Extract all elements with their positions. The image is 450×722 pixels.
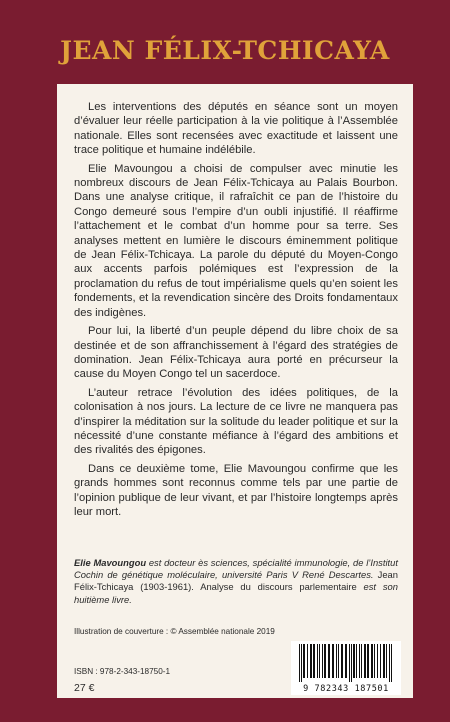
cover-credit: Illustration de couverture : © Assemblée nationale 2019 — [74, 627, 275, 636]
barcode-bar — [386, 644, 387, 678]
book-title: JEAN FÉLIX-TCHICAYA — [60, 36, 390, 65]
bio-book-title: Jean Félix-Tchicaya (1903-1961). Analyse du discours parlementaire — [74, 569, 398, 593]
barcode-bar — [317, 644, 318, 678]
barcode-bar — [299, 644, 300, 682]
barcode-bar — [310, 644, 312, 678]
barcode-bar — [371, 644, 373, 678]
blurb-paragraph-4: L’auteur retrace l’évolution des idées politiques, de la colonisation à nos jours. La lecture de ce livre ne manquera pas d’inspirer la méditation sur la solitude du leader politique et sur la nécessité d’une constante méfiance à l’égard des ambitions et des rivalités des épigones. — [74, 386, 398, 457]
barcode — [291, 641, 401, 695]
barcode-digits: 9 782343 187501 — [303, 684, 389, 694]
author-name: Elie Mavoungou — [74, 557, 147, 568]
barcode-bar — [351, 644, 352, 682]
barcode-bar — [380, 644, 381, 678]
barcode-bar — [332, 644, 334, 678]
blurb-paragraph-5: Dans ce deuxième tome, Elie Mavoungou confirme que les grands hommes sont reconnus comme tels par une partie de l’opinion publique de leur vivant, et par l’histoire longtemps après leur mort. — [74, 462, 398, 518]
isbn: ISBN : 978-2-343-18750-1 — [74, 667, 171, 676]
barcode-bar — [383, 644, 385, 678]
blurb-paragraph-3: Pour lui, la liberté d’un peuple dépend du libre choix de sa destinée et de son affranchissement à l’égard des stratégies de domination. Jean Félix-Tchicaya aura porté en précurseur la cause du Moyen Congo tel un sacerdoce. — [74, 325, 398, 381]
barcode-bar — [364, 644, 366, 678]
bio-text-2: est son huitième livre. — [74, 581, 398, 605]
text-panel — [57, 84, 413, 698]
barcode-bar — [319, 644, 320, 678]
blurb-paragraph-1: Les interventions des députés en séance sont un moyen d’évaluer leur réelle participation à la vie politique à l’Assemblée nationale. Elles sont recensées avec exactitude et laissent une trace politique et humaine indélébile. — [74, 101, 398, 157]
barcode-bar — [349, 644, 350, 682]
barcode-bar — [345, 644, 347, 678]
barcode-bar — [322, 644, 323, 678]
barcode-bar — [324, 644, 326, 678]
price: 27 € — [74, 682, 95, 694]
author-bio — [74, 557, 398, 606]
barcode-bar — [336, 644, 337, 678]
bio-text-1: est docteur ès sciences, spécialité immunologie, de l’Institut Cochin de génétique moléculaire, université Paris V René Descartes. — [74, 557, 398, 581]
barcode-bar — [338, 644, 339, 678]
barcode-bar — [361, 644, 362, 678]
barcode-bar — [377, 644, 378, 678]
barcode-bar — [307, 644, 308, 678]
barcode-bar — [359, 644, 360, 678]
barcode-bars-graphic — [297, 644, 395, 682]
barcode-bar — [367, 644, 369, 678]
barcode-bar — [353, 644, 355, 678]
barcode-bar — [391, 644, 392, 682]
barcode-bar — [374, 644, 375, 678]
barcode-bar — [303, 644, 305, 678]
barcode-bar — [341, 644, 343, 678]
blurb — [74, 100, 398, 523]
barcode-bar — [301, 644, 302, 682]
barcode-bar — [328, 644, 330, 678]
barcode-bar — [389, 644, 390, 682]
barcode-bar — [313, 644, 315, 678]
blurb-paragraph-2: Elie Mavoungou a choisi de compulser avec minutie les nombreux discours de Jean Félix-Tchicaya au Palais Bourbon. Dans une analyse critique, il rafraîchit ce pan de l’histoire du Congo demeuré sous l’empire d’un oubli injustifié. Il réaffirme l’attachement et le combat d’un homme pour sa terre. Ses analyses mettent en lumière le discours éminemment politique de Jean Félix-Tchicaya. La parole du député du Moyen-Congo aux accents parfois polémiques est l’expression de la proclamation du refus de tout impérialisme quels qu’en soient les fondements, et la revendication sincère des Droits fondamentaux des indigènes. — [74, 162, 398, 319]
barcode-bar — [356, 644, 357, 678]
